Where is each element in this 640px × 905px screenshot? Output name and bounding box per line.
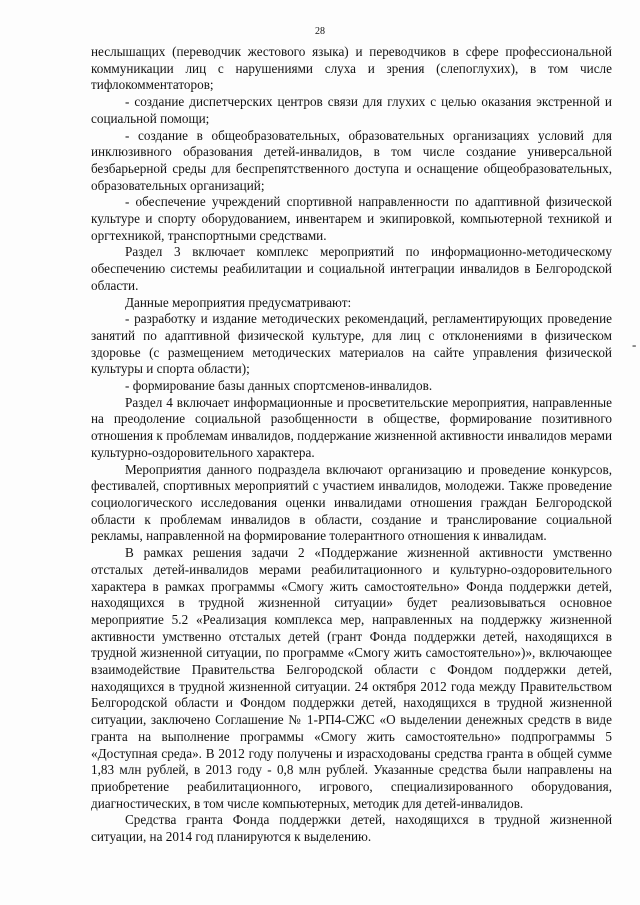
document-body [91,44,612,846]
paragraph-9: Раздел 4 включает информационные и просветительские мероприятия, направленные на преодоление социальной разобщенности в обществе, формирование позитивного отношения к проблемам инвалидов, поддержание жизненной активности инвалидов мерами культурно-оздоровительного характера. [91,394,612,460]
paragraph-8: - формирование базы данных спортсменов-инвалидов. [125,378,433,394]
margin-mark: - [632,337,637,352]
paragraph-12: Средства гранта Фонда поддержки детей, находящихся в трудной жизненной ситуации, на 2014 год планируются к выделению. [91,812,612,845]
paragraph-4: - обеспечение учреждений спортивной направленности по адаптивной физической культуре и спорту оборудованием, инвентарем и экипировкой, компьютерной техникой и оргтехникой, транспортными средствами. [91,194,612,243]
paragraph-11: В рамках решения задачи 2 «Поддержание жизненной активности умственно отсталых детей-инвалидов мерами реабилитационного и культурно-оздоровительного характера в рамках программы «Смогу жить самостоятельно» Фонда поддержки детей, находящихся в трудной жизненной ситуации» будет реализовываться основное мероприятие 5.2 «Реализация комплекса мер, направленных на поддержку жизненной активности умственно отсталых детей (грант Фонда поддержки детей, находящихся в трудной жизненной ситуации, по программе «Смогу жить самостоятельно»)», включающее взаимодействие Правительства Белгородской области с Фондом поддержки детей, находящихся в трудной жизненной ситуации. 24 октября 2012 года между Правительством Белгородской области и Фондом поддержки детей, находящихся в трудной жизненной ситуации, заключено Соглашение № 1-РП4-СЖС «О выделении денежных средств в виде гранта на выполнение программы «Смогу жить самостоятельно» подпрограммы 5 «Доступная среда». В 2012 году получены и израсходованы средства гранта в общей сумме 1,83 млн рублей, в 2013 году - 0,8 млн рублей. Указанные средства были направлены на приобретение реабилитационного, игрового, специализированного оборудования, диагностических, в том числе компьютерных, методик для детей-инвалидов. [91,545,612,811]
paragraph-5: Раздел 3 включает комплекс мероприятий по информационно-методическому обеспечению системы реабилитации и социальной интеграции инвалидов в Белгородской области. [91,244,612,293]
paragraph-3: - создание в общеобразовательных, образовательных организациях условий для инклюзивного образования детей-инвалидов, в том числе создание универсальной безбарьерной среды для беспрепятственного доступа и оснащение общеобразовательных, образовательных организаций; [91,127,612,193]
paragraph-7: - разработку и издание методических рекомендаций, регламентирующих проведение занятий по адаптивной физической культуре, для лиц с отклонениями в физическом здоровье (с размещением методических материалов на сайте управления физической культуры и спорта области); [91,311,612,377]
paragraph-10: Мероприятия данного подраздела включают организацию и проведение конкурсов, фестивалей, спортивных мероприятий с участием инвалидов, молодежи. Также проведение социологического исследования оценки инвалидами отношения граждан Белгородской области к проблемам инвалидов в области, создание и транслирование социальной рекламы, направленной на формирование толерантного отношения к инвалидам. [91,461,612,544]
paragraph-2: - создание диспетчерских центров связи для глухих с целью оказания экстренной и социальной помощи; [91,94,612,126]
paragraph-1: неслышащих (переводчик жестового языка) и переводчиков в сфере профессиональной коммуникации лиц с нарушениями слуха и зрения (слепоглухих), в том числе тифлокомментаторов; [91,44,612,93]
paragraph-6: Данные мероприятия предусматривают: [125,294,352,310]
page-number: 28 [315,26,325,37]
